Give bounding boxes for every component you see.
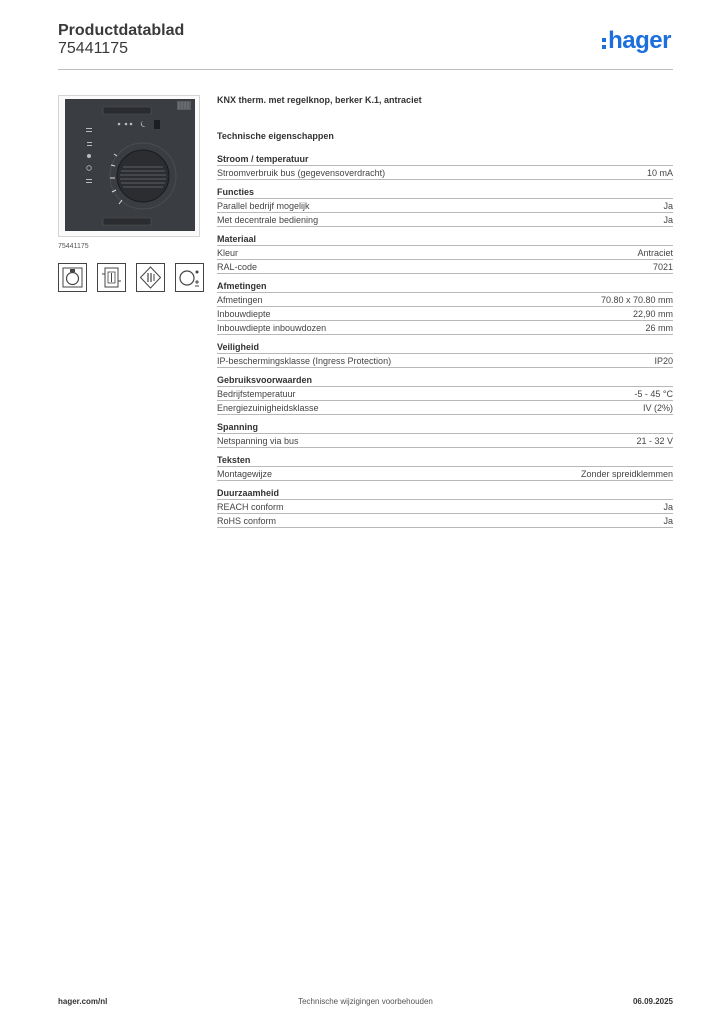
spec-value: Antraciet [637,248,673,258]
spec-section-veiligheid [217,342,673,368]
spec-label: Bedrijfstemperatuur [217,389,296,399]
spec-label: Met decentrale bediening [217,215,319,225]
section-heading: Afmetingen [217,281,267,291]
spec-row [217,386,673,400]
spec-label: Inbouwdiepte [217,309,271,319]
page-header [58,22,673,70]
footer-date: 06.09.2025 [632,997,673,1006]
spec-label: Montagewijze [217,469,273,479]
spec-row [217,212,673,226]
product-number: 75441175 [58,40,128,57]
spec-label: Inbouwdiepte inbouwdozen [217,323,327,333]
spec-value: Ja [663,516,673,526]
section-heading: Duurzaamheid [217,488,280,498]
din-rail-icon [136,263,165,292]
footer-notice: Technische wijzigingen voorbehouden [298,997,433,1006]
section-heading: Gebruiksvoorwaarden [217,375,313,385]
spec-value: Ja [663,201,673,211]
section-heading: Teksten [217,455,251,465]
footer-website-link[interactable]: hager.com/nl [58,997,108,1006]
spec-section-gebruiksvoorwaarden [217,375,673,415]
flush-mount-icon [97,263,126,292]
spec-label: Kleur [217,248,239,258]
thermostat-icon [175,263,204,292]
spec-value: -5 - 45 °C [634,389,673,399]
image-caption: 75441175 [58,243,89,250]
spec-row [217,400,673,414]
thermostat-device-icon [59,96,199,236]
logo-text: hager [608,27,671,54]
spec-label: Parallel bedrijf mogelijk [217,201,310,211]
logo-dots [602,38,606,49]
spec-label: RAL-code [217,262,258,272]
spec-row [217,259,673,273]
spec-value: Ja [663,215,673,225]
spec-label: REACH conform [217,502,284,512]
spec-row [217,245,673,259]
spec-label: Afmetingen [217,295,263,305]
spec-value: 21 - 32 V [636,436,673,446]
specs-title: Technische eigenschappen [217,131,334,141]
spec-row [217,165,673,179]
section-heading: Spanning [217,422,258,432]
section-heading: Stroom / temperatuur [217,154,309,164]
spec-row [217,513,673,527]
document-title: Productdatablad [58,22,185,39]
product-image [58,95,200,237]
icon-row [58,263,204,292]
spec-row [217,353,673,367]
spec-label: Energiezuinigheidsklasse [217,403,319,413]
spec-value: 10 mA [646,168,673,178]
spec-row [217,499,673,513]
spec-row [217,292,673,306]
section-heading: Veiligheid [217,342,260,352]
spec-section-spanning [217,422,673,448]
spec-value: Zonder spreidklemmen [580,469,673,479]
spec-value: 22,90 mm [632,309,673,319]
spec-row [217,306,673,320]
spec-value: 70.80 x 70.80 mm [600,295,673,305]
spec-label: Netspanning via bus [217,436,299,446]
spec-section-teksten [217,455,673,481]
spec-row [217,198,673,212]
spec-label: Stroomverbruik bus (gegevensoverdracht) [217,168,386,178]
spec-value: IV (2%) [642,403,673,413]
spec-row [217,320,673,334]
spec-row [217,466,673,480]
page-footer [58,997,673,1011]
hager-logo [602,28,671,54]
section-heading: Functies [217,187,255,197]
spec-label: IP-beschermingsklasse (Ingress Protection) [217,356,392,366]
spec-value: Ja [663,502,673,512]
spec-section-afmetingen [217,281,673,335]
spec-section-stroom [217,154,673,180]
section-heading: Materiaal [217,234,257,244]
spec-section-materiaal [217,234,673,274]
spec-value: IP20 [654,356,673,366]
spec-label: RoHS conform [217,516,277,526]
spec-row [217,433,673,447]
spec-section-duurzaamheid [217,488,673,528]
spec-value: 7021 [652,262,673,272]
spec-value: 26 mm [645,323,673,333]
specs-content [217,95,673,535]
product-name: KNX therm. met regelknop, berker K.1, antraciet [217,95,422,105]
rotary-knob-icon [58,263,87,292]
spec-section-functies [217,187,673,227]
